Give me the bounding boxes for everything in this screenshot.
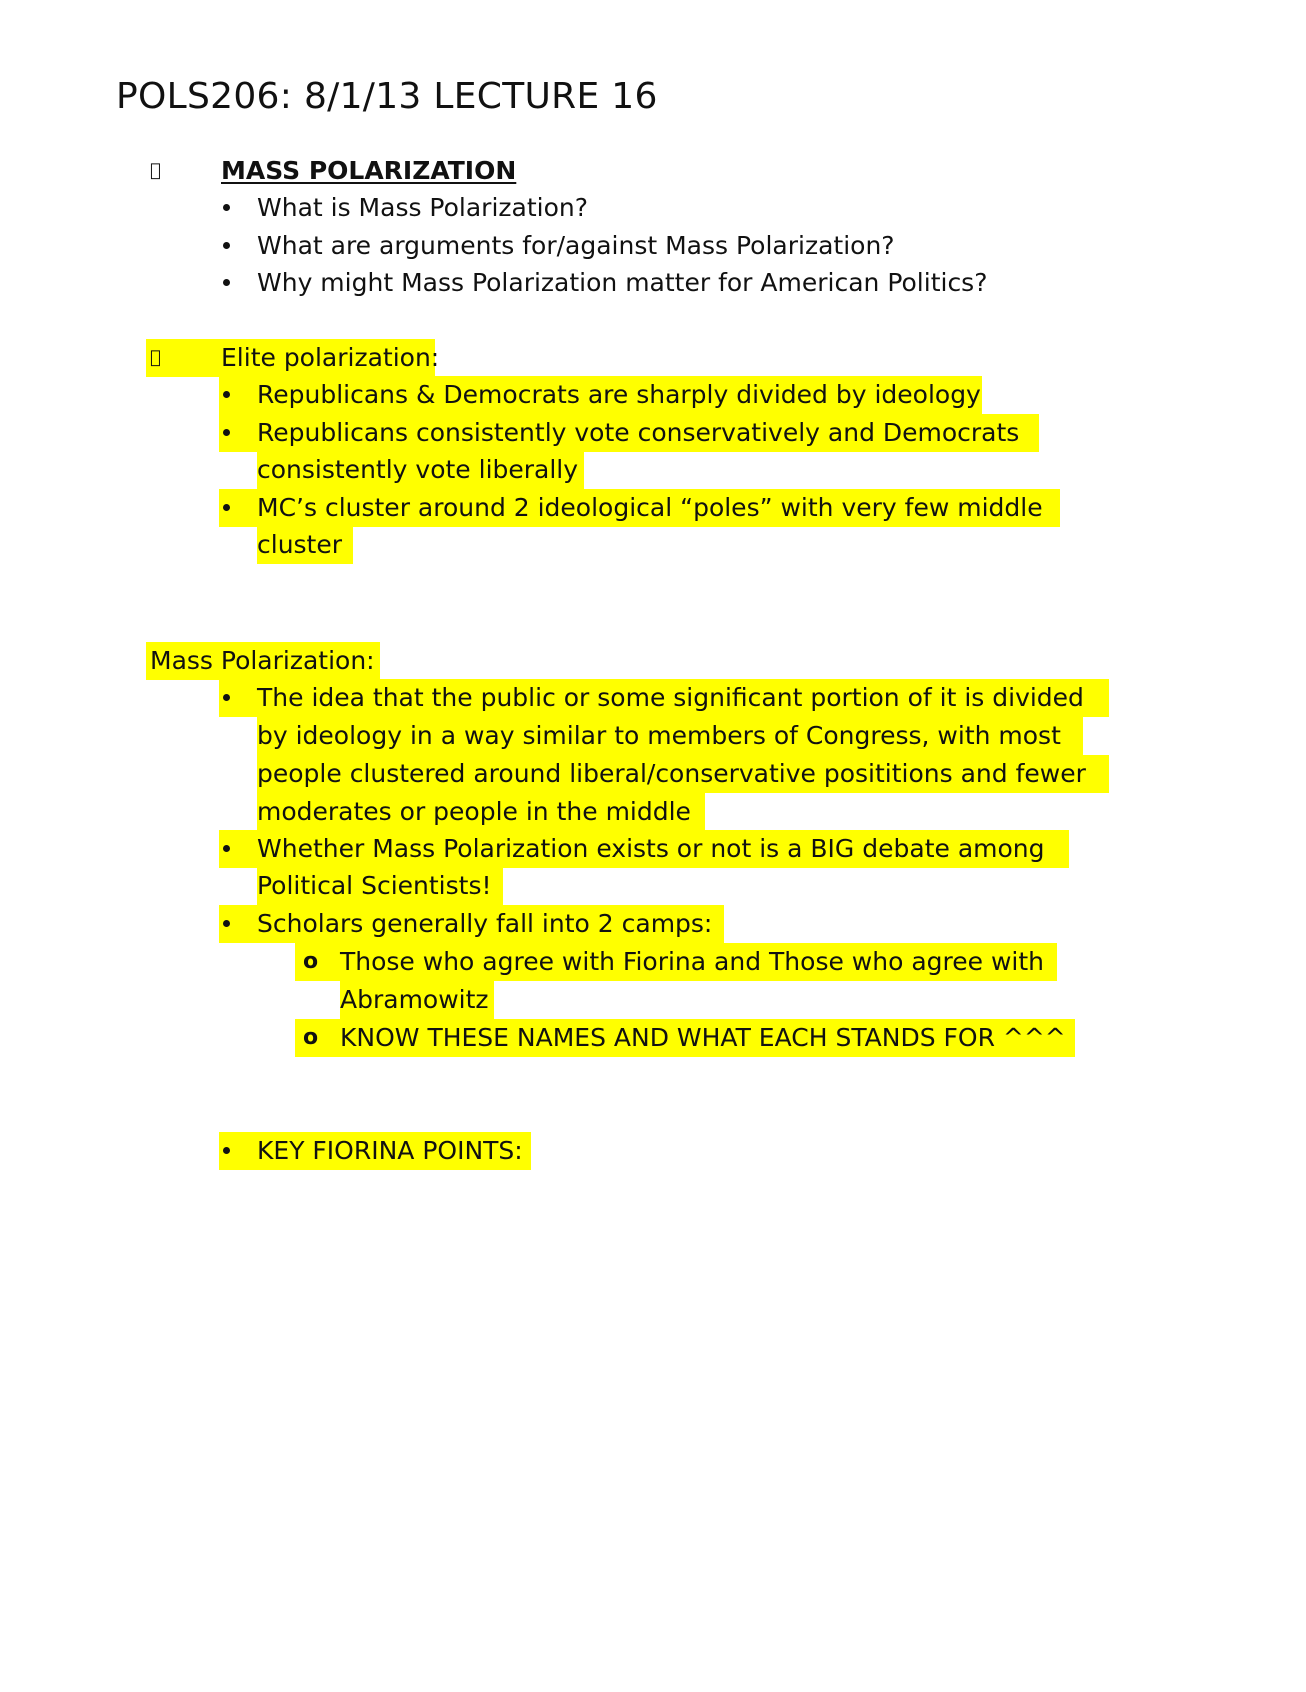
bullet-dot-icon [214, 414, 238, 452]
bullet-dot-icon [214, 830, 238, 868]
list-item: Why might Mass Polarization matter for American Politics? [257, 268, 988, 297]
sub-list-item: KNOW THESE NAMES AND WHAT EACH STANDS FOR ^^^ [340, 1023, 1066, 1052]
bullet-dot-icon [214, 679, 238, 717]
section-heading-mass-polarization-def: Mass Polarization: [150, 646, 375, 675]
list-item-continuation: moderates or people in the middle [257, 797, 691, 826]
list-item: The idea that the public or some significant portion of it is divided [257, 683, 1084, 712]
list-item-continuation: people clustered around liberal/conservative posititions and fewer [257, 759, 1086, 788]
list-item-continuation: Political Scientists! [257, 871, 492, 900]
bullet-dot-icon [214, 227, 238, 265]
list-item-continuation: consistently vote liberally [257, 455, 579, 484]
list-item: Scholars generally fall into 2 camps: [257, 909, 713, 938]
list-item: Whether Mass Polarization exists or not is a BIG debate among [257, 834, 1045, 863]
list-item: KEY FIORINA POINTS: [257, 1136, 523, 1165]
sub-bullet-icon: o [303, 949, 319, 974]
list-item: Republicans & Democrats are sharply divided by ideology [257, 380, 981, 409]
bullet-dot-icon [214, 489, 238, 527]
bullet-dot-icon [214, 905, 238, 943]
list-item: What are arguments for/against Mass Polarization? [257, 231, 895, 260]
bullet-dot-icon [214, 1132, 238, 1170]
sub-list-item: Those who agree with Fiorina and Those who agree with [340, 947, 1044, 976]
bullet-dot-icon [214, 264, 238, 302]
list-item: Republicans consistently vote conservatively and Democrats [257, 418, 1020, 447]
section-heading-elite-polarization: Elite polarization: [221, 343, 440, 372]
section-marker-icon [150, 152, 164, 190]
page-title: POLS206: 8/1/13 LECTURE 16 [116, 76, 658, 117]
list-item: What is Mass Polarization? [257, 193, 589, 222]
section-marker-icon [150, 339, 164, 377]
sub-list-item-continuation: Abramowitz [340, 985, 489, 1014]
section-heading-mass-polarization: MASS POLARIZATION [221, 156, 517, 185]
bullet-dot-icon [214, 376, 238, 414]
list-item-continuation: cluster [257, 530, 343, 559]
list-item-continuation: by ideology in a way similar to members of Congress, with most [257, 721, 1061, 750]
sub-bullet-icon: o [303, 1025, 319, 1050]
bullet-dot-icon [214, 189, 238, 227]
list-item: MC’s cluster around 2 ideological “poles” with very few middle [257, 493, 1043, 522]
